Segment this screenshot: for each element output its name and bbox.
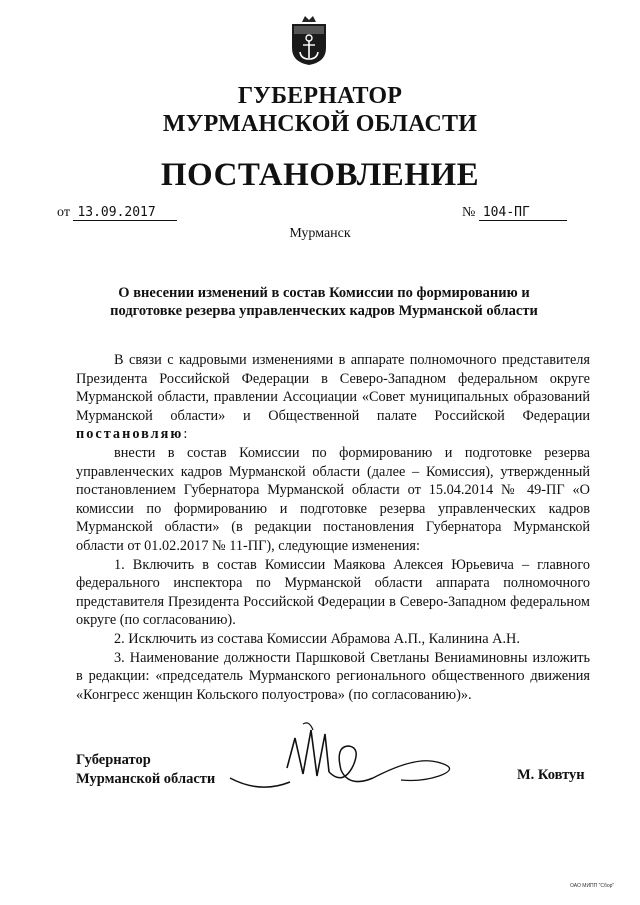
coat-of-arms-icon: [290, 14, 328, 66]
document-number: 104-ПГ: [479, 205, 567, 221]
signatory-position-line-1: Губернатор: [76, 752, 151, 768]
intro-paragraph: [76, 351, 590, 444]
signatory-name: М. Ковтун: [517, 767, 585, 783]
number-prefix: №: [462, 205, 476, 220]
main-paragraph: внести в состав Комиссии по формированию и подготовке резерва управленческих кадров Мурманской области (далее – Комиссия), утвержденный постановлением Губернатора Мурманской области от 15.04.2014 № 49-ПГ «О комиссии по формированию и подготовке резерва управленческих кадров Мурманской области» (в редакции постановления Губернатора Мурманской области от 01.02.2017 № 11-ПГ), следующие изменения:: [76, 444, 590, 554]
issuer-title: ГУБЕРНАТОР: [237, 83, 403, 109]
print-code: ОАО МИПП "Сбор": [570, 883, 615, 889]
resolve-colon: :: [183, 426, 188, 443]
title-line-1: О внесении изменений в состав Комиссии по формированию и: [118, 285, 530, 301]
number-block: [462, 205, 567, 221]
signatory-position: [76, 751, 215, 789]
document-type: ПОСТАНОВЛЕНИЕ: [160, 157, 480, 193]
document-body: [76, 351, 590, 704]
intro-text: В связи с кадровыми изменениями в аппарате полномочного представителя Президента Российской Федерации в Северо-Западном федеральном округе Мурманской области, правлении Ассоциации «Совет муниципальных образований Мурманской области» и Общественной палате Российской Федерации: [76, 352, 590, 424]
item-1: 1. Включить в состав Комиссии Маякова Алексея Юрьевича – главного федерального инспектора по Мурманской области аппарата полномочного представителя Президента Российской Федерации в Северо-Западном федеральном округе (по согласованию).: [76, 556, 590, 629]
document-date: 13.09.2017: [73, 205, 177, 221]
date-block: [57, 205, 177, 221]
document-title: [74, 284, 574, 320]
date-prefix: от: [57, 205, 70, 220]
resolve-word: постановляю: [76, 426, 184, 443]
title-line-2: подготовке резерва управленческих кадров Мурманской области: [110, 303, 538, 319]
issuer-region: МУРМАНСКОЙ ОБЛАСТИ: [162, 111, 478, 137]
handwritten-signature: [225, 716, 505, 806]
item-2: 2. Исключить из состава Комиссии Абрамова А.П., Калинина А.Н.: [114, 630, 520, 647]
signatory-position-line-2: Мурманской области: [76, 771, 216, 787]
city: Мурманск: [289, 226, 351, 241]
item-3: 3. Наименование должности Паршковой Светланы Вениаминовны изложить в редакции: «председатель Мурманского регионального общественного движения «Конгресс женщин Кольского полуострова» (по согласованию)».: [76, 649, 590, 703]
